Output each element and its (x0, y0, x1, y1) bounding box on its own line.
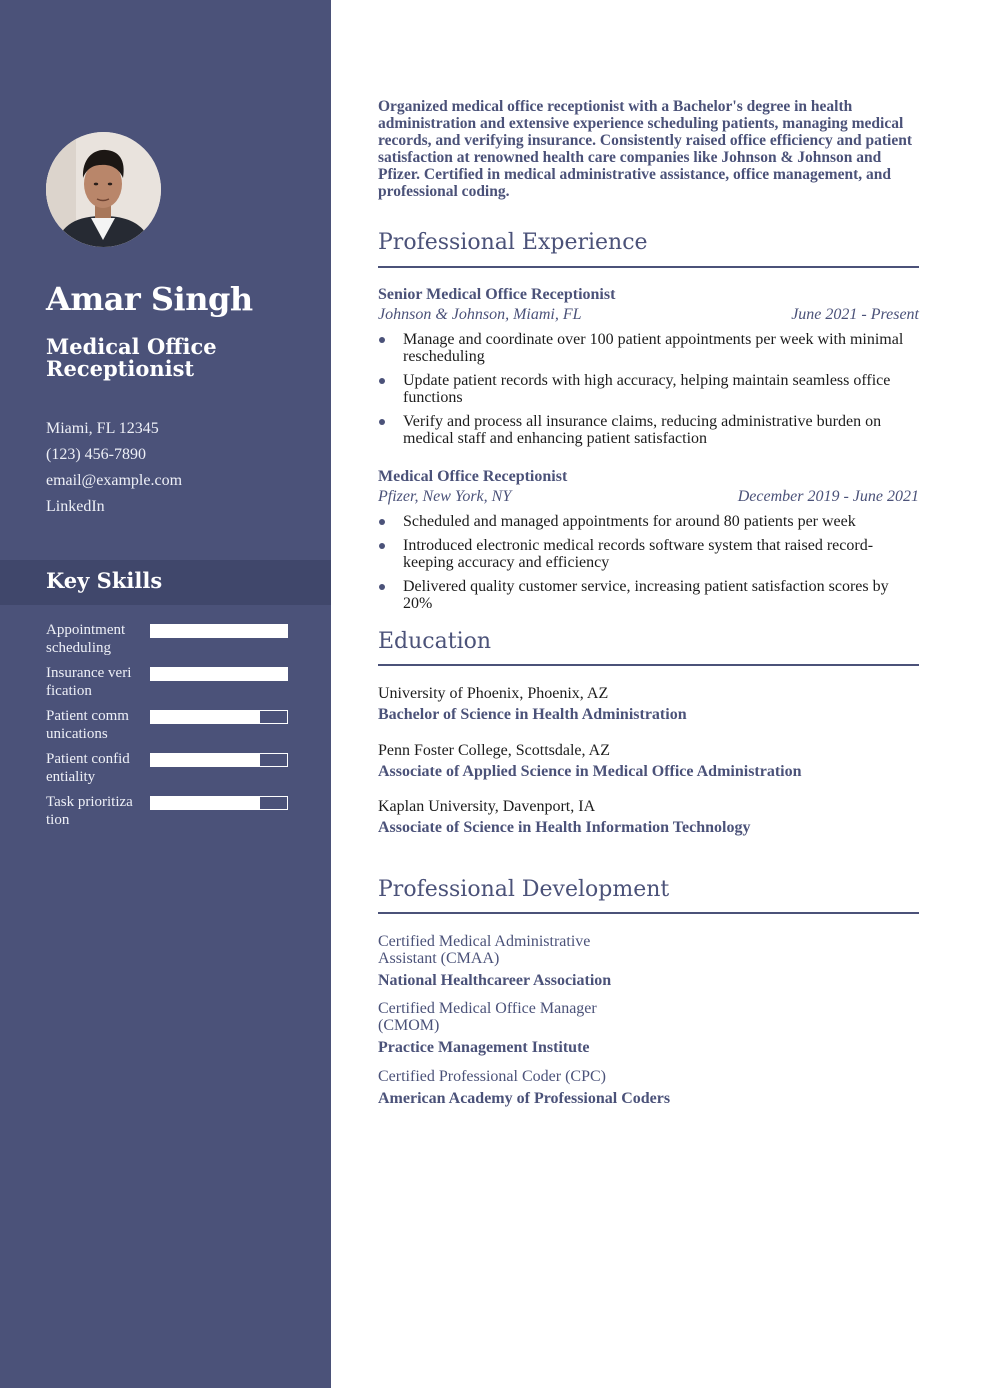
job-meta (378, 305, 919, 327)
profile-photo (46, 132, 161, 247)
job-bullets (378, 513, 919, 612)
education-school: Penn Foster College, Scottsdale, AZ (378, 742, 610, 759)
skill-label: Insurance verification (46, 665, 132, 699)
contact-phone: (123) 456-7890 (46, 446, 146, 463)
experience-title: Professional Experience (378, 230, 648, 255)
certification-entry (378, 1068, 919, 1110)
skill-label: Appointment scheduling (46, 622, 126, 656)
job-bullet-text: Verify and process all insurance claims, reducing administrative burden on medical staff and enhancing patient satisfaction (403, 413, 882, 447)
skill-level-bar (150, 667, 288, 681)
certification-org: Practice Management Institute (378, 1039, 590, 1056)
bullet-dot-icon (379, 519, 385, 525)
candidate-role: Medical Office Receptionist (46, 334, 217, 381)
development-divider (378, 912, 919, 914)
job-company: Pfizer, New York, NY (378, 488, 512, 505)
education-degree: Associate of Science in Health Information Technology (378, 819, 751, 836)
skills-header (0, 560, 331, 605)
certification-org: National Healthcareer Association (378, 972, 612, 989)
education-divider (378, 664, 919, 666)
certification-name: Certified Medical Office Manager (CMOM) (378, 1000, 597, 1034)
job-bullet (378, 372, 919, 406)
job-bullet-text: Update patient records with high accuracy, helping maintain seamless office functions (403, 372, 891, 406)
summary: Organized medical office receptionist with a Bachelor's degree in health administration and extensive experience scheduling patients, managing medical records, and verifying insurance. Consistently raised office efficiency and patient satisfaction at renowned health care companies like Johnson & Johnson and Pfizer. Certified in medical administrative assistance, office management, and professional coding. (378, 98, 912, 200)
job-company: Johnson & Johnson, Miami, FL (378, 306, 582, 323)
job-bullet-text: Manage and coordinate over 100 patient appointments per week with minimal rescheduling (403, 331, 904, 365)
certification-name: Certified Medical Administrative Assistant (CMAA) (378, 933, 591, 967)
skills-title: Key Skills (46, 568, 163, 593)
job-bullet (378, 331, 919, 365)
job-entry (378, 467, 919, 619)
skill-level-fill (151, 668, 287, 680)
education-entry (378, 741, 919, 783)
job-entry (378, 285, 919, 454)
education-school: University of Phoenix, Phoenix, AZ (378, 685, 609, 702)
job-dates: December 2019 - June 2021 (737, 488, 919, 505)
job-bullet-text: Introduced electronic medical records software system that raised record-keeping accuracy and efficiency (403, 537, 874, 571)
candidate-name: Amar Singh (46, 280, 253, 318)
job-dates: June 2021 - Present (791, 306, 919, 323)
bullet-dot-icon (379, 584, 385, 590)
skill-label: Patient communications (46, 708, 129, 742)
experience-divider (378, 266, 919, 268)
job-bullet-text: Scheduled and managed appointments for around 80 patients per week (403, 513, 856, 530)
job-title: Senior Medical Office Receptionist (378, 286, 616, 303)
skill-level-bar (150, 796, 288, 810)
skill-level-bar (150, 753, 288, 767)
skill-level-fill (151, 797, 260, 809)
skill-item (46, 794, 296, 829)
development-title: Professional Development (378, 877, 670, 902)
contact-email[interactable]: email@example.com (46, 472, 183, 489)
job-bullet (378, 578, 919, 612)
certification-org: American Academy of Professional Coders (378, 1090, 671, 1107)
bullet-dot-icon (379, 419, 385, 425)
sidebar (0, 0, 331, 1388)
job-bullet (378, 513, 919, 530)
skill-item (46, 751, 296, 786)
skill-item (46, 665, 296, 700)
skill-label: Patient confidentiality (46, 751, 130, 785)
skill-item (46, 622, 296, 657)
skills-list (46, 622, 296, 837)
education-title: Education (378, 629, 492, 654)
certification-name: Certified Professional Coder (CPC) (378, 1068, 606, 1085)
skill-level-fill (151, 625, 287, 637)
job-bullets (378, 331, 919, 447)
skill-level-bar (150, 710, 288, 724)
bullet-dot-icon (379, 337, 385, 343)
certification-entry (378, 933, 919, 992)
job-bullet (378, 413, 919, 447)
job-title: Medical Office Receptionist (378, 468, 568, 485)
skill-label: Task prioritization (46, 794, 133, 828)
education-entry (378, 684, 919, 726)
contact-info (46, 416, 182, 520)
education-entry (378, 797, 919, 839)
job-bullet-text: Delivered quality customer service, increasing patient satisfaction scores by 20% (403, 578, 889, 612)
certification-entry (378, 1000, 919, 1059)
bullet-dot-icon (379, 543, 385, 549)
education-school: Kaplan University, Davenport, IA (378, 798, 596, 815)
education-degree: Bachelor of Science in Health Administration (378, 706, 687, 723)
contact-address: Miami, FL 12345 (46, 420, 159, 437)
skill-level-fill (151, 754, 260, 766)
bullet-dot-icon (379, 378, 385, 384)
job-bullet (378, 537, 919, 571)
education-degree: Associate of Applied Science in Medical Office Administration (378, 763, 802, 780)
contact-linkedin[interactable]: LinkedIn (46, 498, 105, 515)
skill-item (46, 708, 296, 743)
job-meta (378, 487, 919, 509)
skill-level-bar (150, 624, 288, 638)
skill-level-fill (151, 711, 260, 723)
